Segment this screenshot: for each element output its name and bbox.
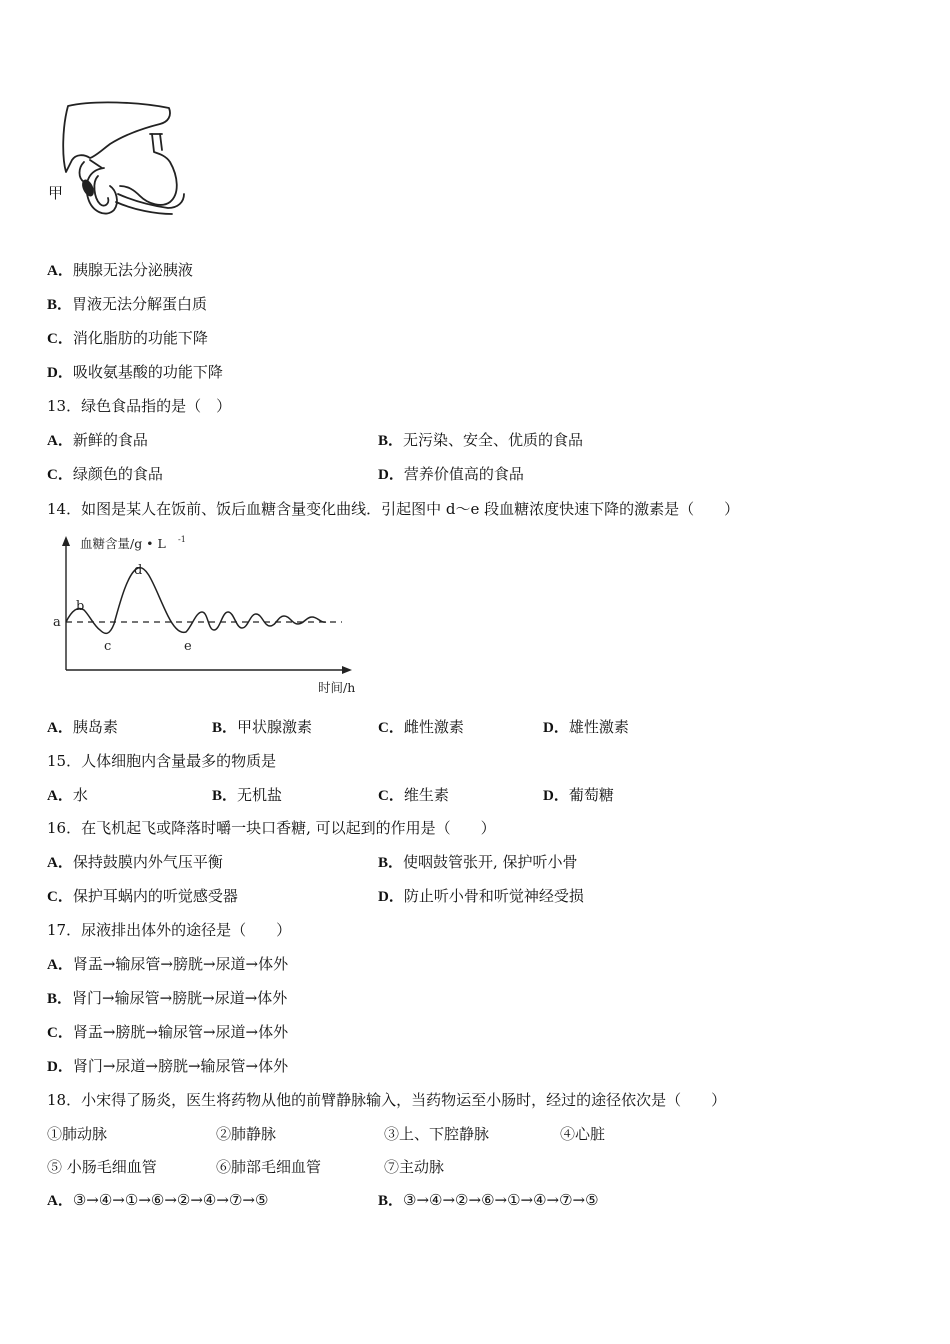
option-text: 葡萄糖 [568, 786, 614, 804]
q14-option-d[interactable] [543, 716, 629, 738]
digestive-system-figure [44, 98, 194, 228]
option-text: ③→④→①→⑥→②→④→⑦→⑤ [72, 1191, 269, 1209]
q13-option-b[interactable] [378, 429, 583, 451]
option-key: C． [47, 467, 73, 483]
option-key: B． [378, 1193, 404, 1209]
option-key: A． [47, 855, 73, 871]
blood-sugar-chart [44, 530, 374, 700]
option-key: D． [378, 467, 404, 483]
q18-item-5: ⑤ 小肠毛细血管 [47, 1158, 157, 1176]
option-text: 肾门→输尿管→膀胱→尿道→体外 [72, 989, 288, 1007]
option-key: D． [543, 788, 569, 804]
q16-option-c[interactable] [47, 885, 238, 907]
point-label-d: d [134, 563, 143, 578]
option-key: B． [378, 855, 404, 871]
point-label-a: a [53, 615, 61, 630]
q12-option-a[interactable] [47, 259, 193, 281]
option-key: B． [212, 720, 238, 736]
q17-option-c[interactable] [47, 1021, 288, 1043]
q16-option-b[interactable] [378, 851, 578, 873]
q18-option-a[interactable] [47, 1189, 268, 1211]
q15-option-d[interactable] [543, 784, 614, 806]
option-key: D． [378, 889, 404, 905]
option-text: 保护耳蜗内的听觉感受器 [72, 887, 238, 905]
y-axis-label-sup: -1 [178, 535, 186, 544]
q14-option-c[interactable] [378, 716, 464, 738]
option-text: 保持鼓膜内外气压平衡 [72, 853, 223, 871]
option-key: C． [47, 1025, 73, 1041]
point-label-b: b [76, 599, 85, 614]
option-text: 消化脂肪的功能下降 [72, 329, 208, 347]
option-text: 绿颜色的食品 [72, 465, 163, 483]
q15-option-a[interactable] [47, 784, 88, 806]
q15-stem: 15．人体细胞内含量最多的物质是 [47, 752, 277, 770]
q16-option-d[interactable] [378, 885, 584, 907]
option-key: D． [543, 720, 569, 736]
option-text: 吸收氨基酸的功能下降 [72, 363, 223, 381]
q18-option-b[interactable] [378, 1189, 599, 1211]
q14-stem: 14．如图是某人在饭前、饭后血糖含量变化曲线．引起图中 d～e 段血糖浓度快速下降的激素是（ ） [47, 500, 740, 518]
option-text: ③→④→②→⑥→①→④→⑦→⑤ [403, 1191, 599, 1209]
option-key: C． [378, 788, 404, 804]
glucose-curve [66, 568, 326, 634]
option-key: A． [47, 957, 73, 973]
option-text: 肾盂→膀胱→输尿管→尿道→体外 [72, 1023, 289, 1041]
option-key: C． [378, 720, 404, 736]
q18-stem: 18．小宋得了肠炎，医生将药物从他的前臂静脉输入，当药物运至小肠时，经过的途径依次是（ ） [47, 1091, 727, 1109]
q16-stem: 16．在飞机起飞或降落时嚼一块口香糖, 可以起到的作用是（ ） [47, 819, 496, 837]
q13-option-d[interactable] [378, 463, 524, 485]
q18-item-3: ③上、下腔静脉 [384, 1125, 490, 1143]
q14-option-a[interactable] [47, 716, 118, 738]
option-key: B． [47, 297, 73, 313]
option-text: 使咽鼓管张开, 保护听小骨 [403, 853, 578, 871]
option-key: A． [47, 720, 73, 736]
option-text: 水 [72, 786, 88, 804]
q17-option-b[interactable] [47, 987, 287, 1009]
option-key: C． [47, 889, 73, 905]
option-text: 雌性激素 [403, 718, 464, 736]
point-label-c: c [104, 639, 112, 654]
option-key: A． [47, 788, 73, 804]
q15-option-b[interactable] [212, 784, 282, 806]
q16-option-a[interactable] [47, 851, 223, 873]
q15-option-c[interactable] [378, 784, 449, 806]
option-key: C． [47, 331, 73, 347]
option-key: B． [47, 991, 73, 1007]
option-key: D． [47, 365, 73, 381]
q18-item-2: ②肺静脉 [216, 1125, 277, 1143]
option-key: A． [47, 263, 73, 279]
x-axis-arrow [342, 666, 352, 674]
option-text: 胰岛素 [72, 718, 118, 736]
option-text: 无污染、安全、优质的食品 [403, 431, 584, 449]
option-text: 胰腺无法分泌胰液 [72, 261, 193, 279]
q18-item-1: ①肺动脉 [47, 1125, 108, 1143]
option-text: 营养价值高的食品 [403, 465, 524, 483]
q18-item-4: ④心脏 [560, 1125, 606, 1143]
option-text: 新鲜的食品 [72, 431, 148, 449]
option-text: 肾门→尿道→膀胱→输尿管→体外 [72, 1057, 289, 1075]
y-axis-arrow [62, 536, 70, 546]
point-label-e: e [184, 639, 192, 654]
q12-option-d[interactable] [47, 361, 223, 383]
q13-option-c[interactable] [47, 463, 163, 485]
option-text: 雄性激素 [568, 718, 629, 736]
y-axis-label: 血糖含量/g • L [80, 536, 166, 551]
q14-option-b[interactable] [212, 716, 312, 738]
option-text: 胃液无法分解蛋白质 [72, 295, 208, 313]
option-text: 甲状腺激素 [237, 718, 313, 736]
q12-option-b[interactable] [47, 293, 207, 315]
option-key: B． [212, 788, 238, 804]
option-text: 维生素 [403, 786, 449, 804]
q17-stem: 17．尿液排出体外的途径是（ ） [47, 921, 292, 939]
figure-label-jia: 甲 [48, 184, 64, 202]
q13-stem: 13．绿色食品指的是（ ） [47, 397, 232, 415]
q18-item-7: ⑦主动脉 [384, 1158, 445, 1176]
q18-item-6: ⑥肺部毛细血管 [216, 1158, 322, 1176]
q13-option-a[interactable] [47, 429, 148, 451]
option-key: D． [47, 1059, 73, 1075]
option-text: 肾盂→输尿管→膀胱→尿道→体外 [72, 955, 289, 973]
q17-option-a[interactable] [47, 953, 288, 975]
option-key: A． [47, 1193, 73, 1209]
q12-option-c[interactable] [47, 327, 208, 349]
x-axis-label: 时间/h [318, 680, 356, 695]
option-text: 无机盐 [237, 786, 283, 804]
q17-option-d[interactable] [47, 1055, 288, 1077]
option-key: B． [378, 433, 404, 449]
option-text: 防止听小骨和听觉神经受损 [403, 887, 584, 905]
option-key: A． [47, 433, 73, 449]
